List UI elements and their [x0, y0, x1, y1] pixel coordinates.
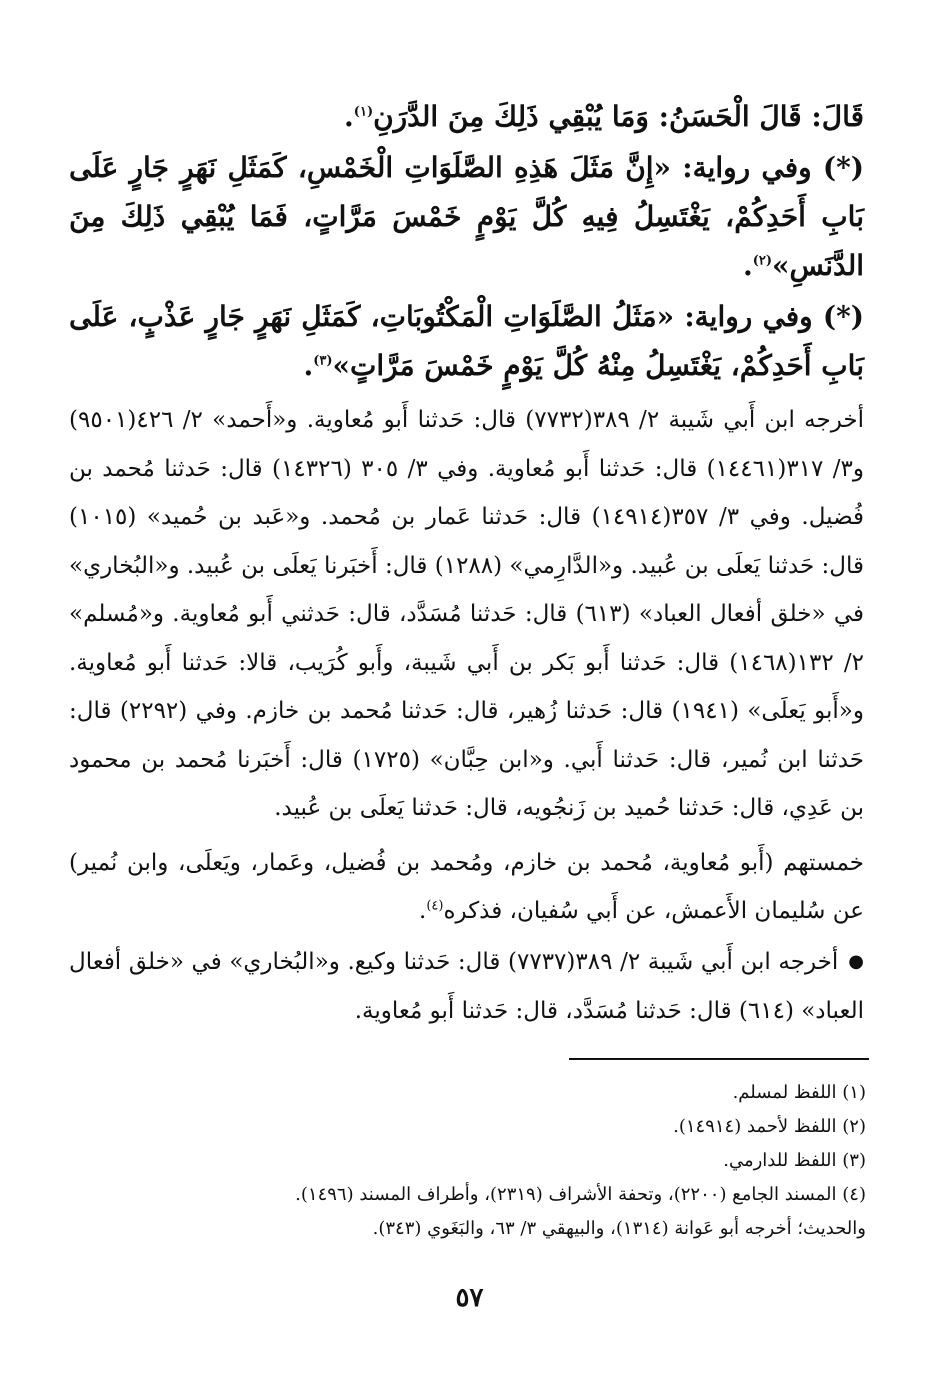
footnote-4: (٤) المسند الجامع (٢٢٠٠)، وتحفة الأشراف (٢٣١٩)، وأطراف المسند (١٤٩٦).: [295, 1184, 866, 1205]
footnote-3: (٣) اللفظ للدارمي.: [723, 1150, 866, 1171]
hadith-riwaya-2: (*) وفي رواية: «إِنَّ مَثَلَ هَذِهِ الصَّلَوَاتِ الْخَمْسِ، كَمَثَلِ نَهَرٍ جَارٍ عَلَى بَابِ أَحَدِكُمْ، يَغْتَسِلُ فِيهِ كُلَّ يَوْمٍ خَمْسَ مَرَّاتٍ، فَمَا يُبْقِي ذَلِكَ مِنَ الدَّنَسِ»$^{(٢)}$.: [69, 151, 865, 282]
footnote-separator: [569, 1058, 869, 1060]
bullet-icon: ●: [848, 951, 864, 973]
hadith-line-1-text: قَالَ: قَالَ الْحَسَنُ: وَمَا يُبْقِي ذَلِكَ مِنَ الدَّرَنِ: [373, 100, 864, 133]
footnotes: [76, 1076, 866, 1246]
main-text: [69, 92, 864, 1035]
hadith-line-1: قَالَ: قَالَ الْحَسَنُ: وَمَا يُبْقِي ذَلِكَ مِنَ الدَّرَنِ$^{(١)}$.: [344, 100, 864, 133]
hadith-riwaya-3: (*) وفي رواية: «مَثَلُ الصَّلَوَاتِ الْمَكْتُوبَاتِ، كَمَثَلِ نَهَرٍ جَارٍ عَذْبٍ، عَلَى بَابِ أَحَدِكُمْ، يَغْتَسِلُ مِنْهُ كُلَّ يَوْمٍ خَمْسَ مَرَّاتٍ»$^{(٣)}$.: [69, 300, 864, 382]
hadith-riwaya-3-text: (*) وفي رواية: «مَثَلُ الصَّلَوَاتِ الْمَكْتُوبَاتِ، كَمَثَلِ نَهَرٍ جَارٍ عَذْبٍ، عَلَى بَابِ أَحَدِكُمْ، يَغْتَسِلُ مِنْهُ كُلَّ يَوْمٍ خَمْسَ مَرَّاتٍ»: [69, 300, 864, 382]
footnote-2: (٢) اللفظ لأحمد (١٤٩١٤).: [673, 1116, 866, 1137]
takhrij-paragraph-2: خمستهم (أَبو مُعاوية، مُحمد بن خازم، ومُحمد بن فُضيل، وعَمار، ويَعلَى، وابن نُمير) عن سُليمان الأَعمش، عن أَبي سُفيان، فذكره$^{(٤)}$.: [69, 849, 864, 924]
footnote-4-continued: والحديث؛ أخرجه أبو عَوانة (١٣١٤)، والبيهقي ٣/ ٦٣، والبَغَوي (٣٤٣).: [372, 1218, 866, 1239]
footnote-ref-3: (٣): [313, 353, 333, 369]
footnote-ref-4: (٤): [426, 898, 444, 914]
takhrij-paragraph-3-text: أخرجه ابن أَبي شَيبة ٢/ ٣٨٩(٧٧٣٧) قال: حَدثنا وكيع. و«البُخاري» في «خلق أفعال العباد» (٦١٤) قال: حَدثنا مُسَدَّد، قال: حَدثنا أَبو مُعاوية.: [69, 948, 864, 1024]
page-number: ٥٧: [455, 1283, 484, 1313]
takhrij-paragraph-2-text: خمستهم (أَبو مُعاوية، مُحمد بن خازم، ومُحمد بن فُضيل، وعَمار، ويَعلَى، وابن نُمير) عن سُليمان الأَعمش، عن أَبي سُفيان، فذكره: [69, 849, 864, 924]
footnote-1: (١) اللفظ لمسلم.: [732, 1082, 866, 1103]
footnote-ref-2: (٢): [752, 253, 772, 269]
takhrij-paragraph-3: [69, 938, 864, 1036]
footnote-ref-1: (١): [353, 104, 374, 120]
takhrij-paragraph-1: أخرجه ابن أَبي شَيبة ٢/ ٣٨٩(٧٧٣٢) قال: حَدثنا أَبو مُعاوية. و«أَحمد» ٢/ ٤٢٦(٩٥٠١) و٣/ ٣١٧(١٤٤٦١) قال: حَدثنا أَبو مُعاوية. وفي ٣/ ٣٠٥ (١٤٣٢٦) قال: حَدثنا مُحمد بن فُضيل. وفي ٣/ ٣٥٧(١٤٩١٤) قال: حَدثنا عَمار بن مُحمد. و«عَبد بن حُميد» (١٠١٥) قال: حَدثنا يَعلَى بن عُبيد. و«الدَّارِمي» (١٢٨٨) قال: أَخبَرنا يَعلَى بن عُبيد. و«البُخاري» في «خلق أفعال العباد» (٦١٣) قال: حَدثنا مُسَدَّد، قال: حَدثني أَبو مُعاوية. و«مُسلم» ٢/ ١٣٢(١٤٦٨) قال: حَدثنا أَبو بَكر بن أَبي شَيبة، وأَبو كُرَيب، قالا: حَدثنا أَبو مُعاوية. و«أَبو يَعلَى» (١٩٤١) قال: حَدثنا زُهير، قال: حَدثنا مُحمد بن خازم. وفي (٢٢٩٢) قال: حَدثنا ابن نُمير، قال: حَدثنا أَبي. و«ابن حِبَّان» (١٧٢٥) قال: أَخبَرنا مُحمد بن محمود بن عَدِي، قال: حَدثنا حُميد بن زَنجُويه، قال: حَدثنا يَعلَى بن عُبيد.: [69, 407, 865, 821]
hadith-riwaya-2-text: (*) وفي رواية: «إِنَّ مَثَلَ هَذِهِ الصَّلَوَاتِ الْخَمْسِ، كَمَثَلِ نَهَرٍ جَارٍ عَلَى بَابِ أَحَدِكُمْ، يَغْتَسِلُ فِيهِ كُلَّ يَوْمٍ خَمْسَ مَرَّاتٍ، فَمَا يُبْقِي ذَلِكَ مِنَ الدَّنَسِ»: [69, 151, 865, 282]
